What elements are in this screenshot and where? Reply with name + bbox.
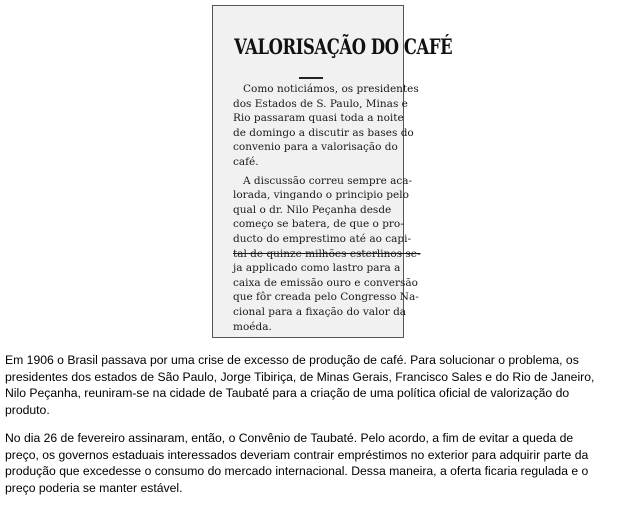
clipping-line: cional para a fixação do valor da <box>233 305 407 318</box>
clipping-line: A discussão correu sempre aca- <box>243 174 413 187</box>
caption-text <box>5 352 605 508</box>
clipping-line: Como noticiámos, os presidentes <box>243 83 419 95</box>
caption-paragraph: No dia 26 de fevereiro assinaram, então, o Convênio de Taubaté. Pelo acordo, a fim de evitar a queda de preço, os governos estaduais interessados deveriam contrair empréstimos no exterior para adquirir parte da produção que excedesse o consumo do mercado internacional. Dessa maneira, a oferta ficaria regulada e o preço poderia se manter estável. <box>5 431 589 495</box>
clipping-line: ja applicado como lastro para a <box>233 262 401 275</box>
newspaper-clipping <box>212 5 453 338</box>
caption-paragraph: Em 1906 o Brasil passava por uma crise de excesso de produção de café. Para solucionar o problema, os presidentes dos estados de São Paulo, Jorge Tibiriça, de Minas Gerais, Francisco Sales e do Rio de Janeiro, Nilo Peçanha, reuniram-se na cidade de Taubaté para a criação de uma política oficial de valorização do produto. <box>5 353 595 417</box>
clipping-line: caixa de emissão ouro e conversão <box>233 276 418 289</box>
clipping-line: café. <box>233 155 259 168</box>
clipping-line: qual o dr. Nilo Peçanha desde <box>233 203 392 216</box>
clipping-line: convenio para a valorisação do <box>233 141 398 154</box>
clipping-line: Rio passaram quasi toda a noite <box>233 112 404 125</box>
clipping-line: que fôr creada pelo Congresso Na- <box>233 291 419 304</box>
clipping-line: moéda. <box>233 320 272 333</box>
clipping-body <box>233 82 421 334</box>
clipping-headline: VALORISAÇÃO DO CAFÉ <box>234 34 453 59</box>
clipping-line: tal de quinze milhões esterlinos se- <box>233 247 421 260</box>
clipping-line: dos Estados de S. Paulo, Minas e <box>233 97 408 110</box>
clipping-line: de domingo a discutir as bases do <box>233 126 414 139</box>
clipping-line: ducto do emprestimo até ao capi- <box>233 232 412 245</box>
clipping-line: começo se batera, de que o pro- <box>233 218 404 231</box>
clipping-line: lorada, vingando o principio pelo <box>233 189 409 202</box>
headline-divider <box>299 77 323 79</box>
